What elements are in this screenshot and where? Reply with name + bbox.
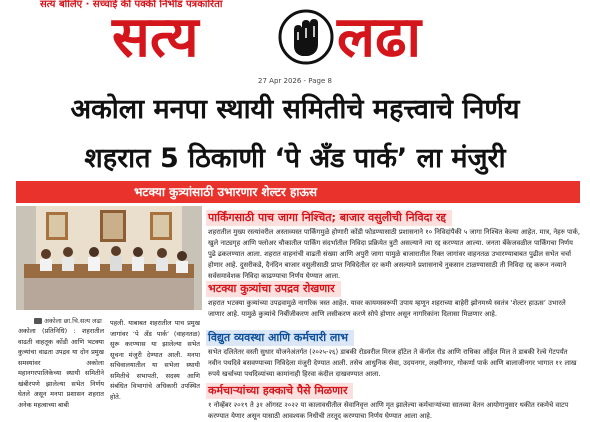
headline-line-1: अकोला मनपा स्थायी समितीचे महत्त्वाचे निर्णय: [70, 94, 520, 125]
kicker-banner: भटक्या कुत्र्यांसाठी उभारणार शेल्टर हाऊस: [16, 181, 580, 203]
section-body: १ नोव्हेंबर २०१९ ते ३१ ऑगस्ट २०२२ या कालावधीतील सेवानिवृत्त आणि मृत झालेल्या कर्मचाऱ्यांच्या सातव्या वेतन आयोगानुसार थकीत रकमेचे वाटप करण्यात येणार असून यासाठी आवश्यक निधीची तरतूद करण्याचा निर्णय घेण्यात आला आहे.: [208, 401, 569, 420]
section-title: भटक्या कुत्र्यांचा उपद्रव रोखणार: [206, 281, 341, 297]
section-employee-dues: [206, 379, 584, 420]
photo-caption-text: अकोला छा.चि.सत्य लढा: [44, 317, 102, 325]
masthead-name-right: लढा: [337, 4, 421, 70]
article-column-1: अकोला (प्रतिनिधि) : शहरातील वाढती वाहतूक कोंडी आणि भटक्या कुत्र्यांचा वाढता उपद्रव या दोन प्रमुख समस्यांवर अकोला महानगरपालिकेच्या स्थायी समितीने खंबीरपणे झालेल्या सभेत निर्णय घेतले असून मनपा प्रशासन शहरात अनेक महत्वाच्या बाबी: [18, 327, 104, 409]
section-title: कर्मचाऱ्यांच्या हक्काचे पैसे मिळणार: [206, 383, 353, 399]
raised-fist-icon: [276, 6, 336, 68]
section-title: विद्युत व्यवस्था आणि कर्मचारी लाभ: [206, 330, 354, 346]
section-body: शहरात भटक्या कुत्र्यांच्या उपद्रवामुळे नागरिक त्रस्त आहेत. यावर कायमस्वरूपी उपाय म्हणून शहराच्या बाहेरी झोनमध्ये स्वतंत्र ‘शेल्टर हाऊस’ उभारले जाणार आहे. यामुळे कुत्र्यांचे निर्बीजीकरण आणि लसीकरण करणे सोपे होणार असून नागरिकांना दिलासा मिळणार आहे.: [208, 299, 566, 318]
section-electricity: [206, 326, 584, 378]
section-body: सभेत दलितेतर वस्ती सुधार योजनेअंतर्गत (२०२५-२६) डाबकी रोडवरील मिरज हॉटेल ते कॅनॉल रोड आणि राधिका ऑईल मिल ते डाबकी रेल्वे गेटपर्यंत नवीन पथदिवे बसवण्याच्या निविदेला मंजुरी देण्यात आली. तसेच आधुनिक सेवा, उदयनगर, लक्ष्मीनगर, गोकर्णा पार्क आणि बालाजीनगर भागात ११ लाख रुपये खर्चाच्या पथदिव्यांच्या कामांनाही हिरवा कंदील दाखवण्यात आला.: [208, 348, 577, 378]
photo-caption: [34, 316, 102, 325]
masthead: [0, 0, 590, 72]
dateline: 27 Apr 2026 - Page 8: [258, 77, 332, 85]
section-title: पार्किंगसाठी पाच जागा निश्चित; बाजार वसुलीची निविदा रद्द: [206, 210, 452, 226]
masthead-name-left: सत्य: [112, 4, 199, 70]
meeting-photo-illustration: [16, 206, 202, 310]
camera-icon: [34, 318, 42, 324]
section-parking: [206, 206, 584, 280]
section-body: शहरातील मुख्य रस्त्यांवरील अस्ताव्यस्त पार्किंगमुळे होणारी कोंडी फोडण्यासाठी प्रशासनाने १० निविदांपैकी ५ जागा निश्चित केल्या आहेत. मात्र, नेहरु पार्क, खुले नाट्यगृह आणि फ्लोअर चौकातील पार्किंग संदर्भातील निविदा प्रक्रियेत त्रुटी असल्याने त्या रद्द करण्यात आल्या. जनता बँकेजवळील पार्किंगचा निर्णय पुढे ढकलण्यात आला. शहरात वाहनांची वाढती संख्या आणि अपुरी जागा यामुळे बाजारातील रिक्त जागांवर वाहनतळ उभारण्याबाबत पुढील सभेत चर्चा होणार आहे. दुसरीकडे, दैनंदिन बाजार वसुलीसाठी प्राप्त निविदेतील दर कमी असल्याने प्रशासनाचे नुकसान टाळण्यासाठी ती निविदा रद्द करून नव्याने सर्वसमावेशक निविदा काढण्याचा निर्णय घेण्यात आला.: [208, 228, 581, 280]
section-stray-dogs: [206, 277, 584, 325]
article-column-2: पहली. याबाबत शहरातील पाच प्रमुख जागांवर ‘पे अँड पार्क’ (वाहनतळ) सुरू करण्यास या झालेल्या सभेत सूचना मंजुरी देण्यात आली. मनपा सचिवालयातील या सभेला स्थायी समितीचे सभापती, सदस्य आणि संबंधित विभागांचे अधिकारी उपस्थित होते.: [110, 319, 200, 401]
masthead-strapline: सत्य बोलिए · सच्चाई की पक्की निर्भीड पत्रकारिता: [40, 0, 223, 10]
headline-line-2: शहरात 5 ठिकाणी ‘पे अँड पार्क’ ला मंजुरी: [84, 143, 506, 174]
meeting-photo: [16, 206, 202, 310]
